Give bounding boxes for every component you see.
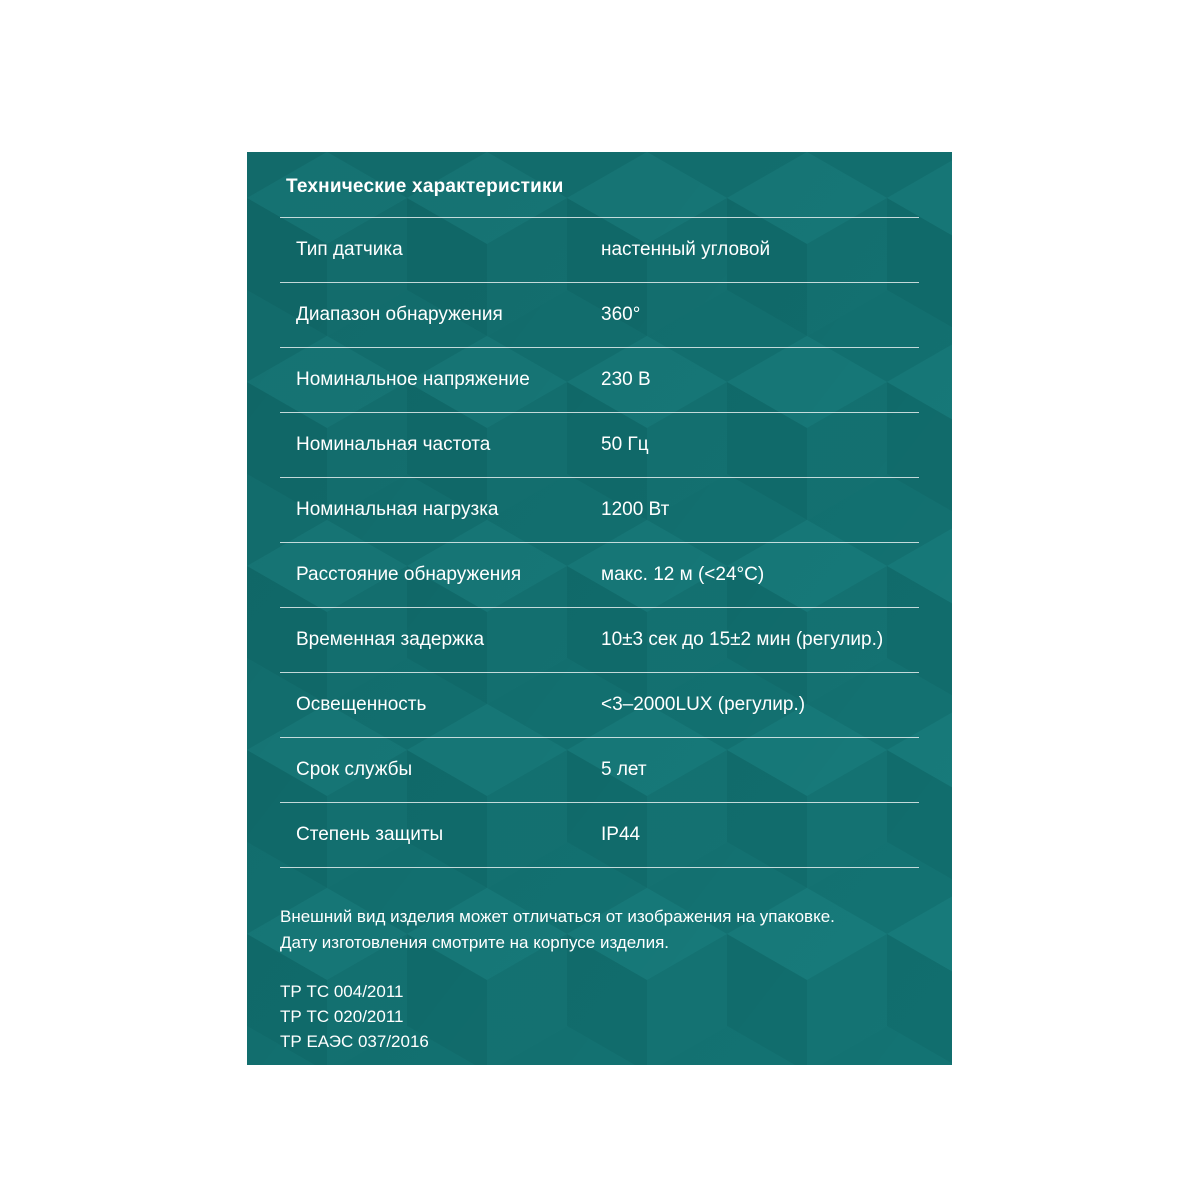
spec-label: Расстояние обнаружения [296,564,522,585]
spec-title: Технические характеристики [286,176,564,197]
certificate-line: ТР ЕАЭС 037/2016 [280,1032,429,1051]
spec-table [280,217,919,868]
certificate-line: ТР ТС 004/2011 [280,982,404,1001]
spec-value: 50 Гц [601,434,649,455]
spec-row [280,478,919,542]
spec-row [280,803,919,867]
spec-value: <3–2000LUX (регулир.) [601,694,806,715]
spec-value: 1200 Вт [601,499,670,520]
appearance-note [280,904,835,956]
spec-value: 5 лет [601,759,647,780]
spec-row [280,283,919,347]
spec-label: Номинальная частота [296,434,491,455]
certificate-line: ТР ТС 020/2011 [280,1007,404,1026]
spec-label: Освещенность [296,694,427,715]
table-divider [280,867,919,868]
spec-row [280,738,919,802]
spec-value: настенный угловой [601,239,771,260]
spec-panel [247,152,952,1065]
spec-label: Срок службы [296,759,413,780]
spec-label: Тип датчика [296,239,403,260]
note-line-2: Дату изготовления смотрите на корпусе изделия. [280,933,670,952]
spec-row [280,543,919,607]
spec-value: макс. 12 м (<24°С) [601,564,765,585]
spec-label: Временная задержка [296,629,485,650]
spec-label: Номинальная нагрузка [296,499,499,520]
spec-label: Степень защиты [296,824,444,845]
certificates [280,979,429,1054]
spec-row [280,673,919,737]
spec-label: Диапазон обнаружения [296,304,503,325]
spec-row [280,608,919,672]
spec-row [280,218,919,282]
spec-value: 230 В [601,369,651,390]
spec-value: 360° [601,304,641,325]
spec-row [280,413,919,477]
spec-row [280,348,919,412]
note-line-1: Внешний вид изделия может отличаться от изображения на упаковке. [280,907,835,926]
spec-value: 10±3 сек до 15±2 мин (регулир.) [601,629,884,650]
spec-label: Номинальное напряжение [296,369,530,390]
spec-value: IP44 [601,824,641,845]
